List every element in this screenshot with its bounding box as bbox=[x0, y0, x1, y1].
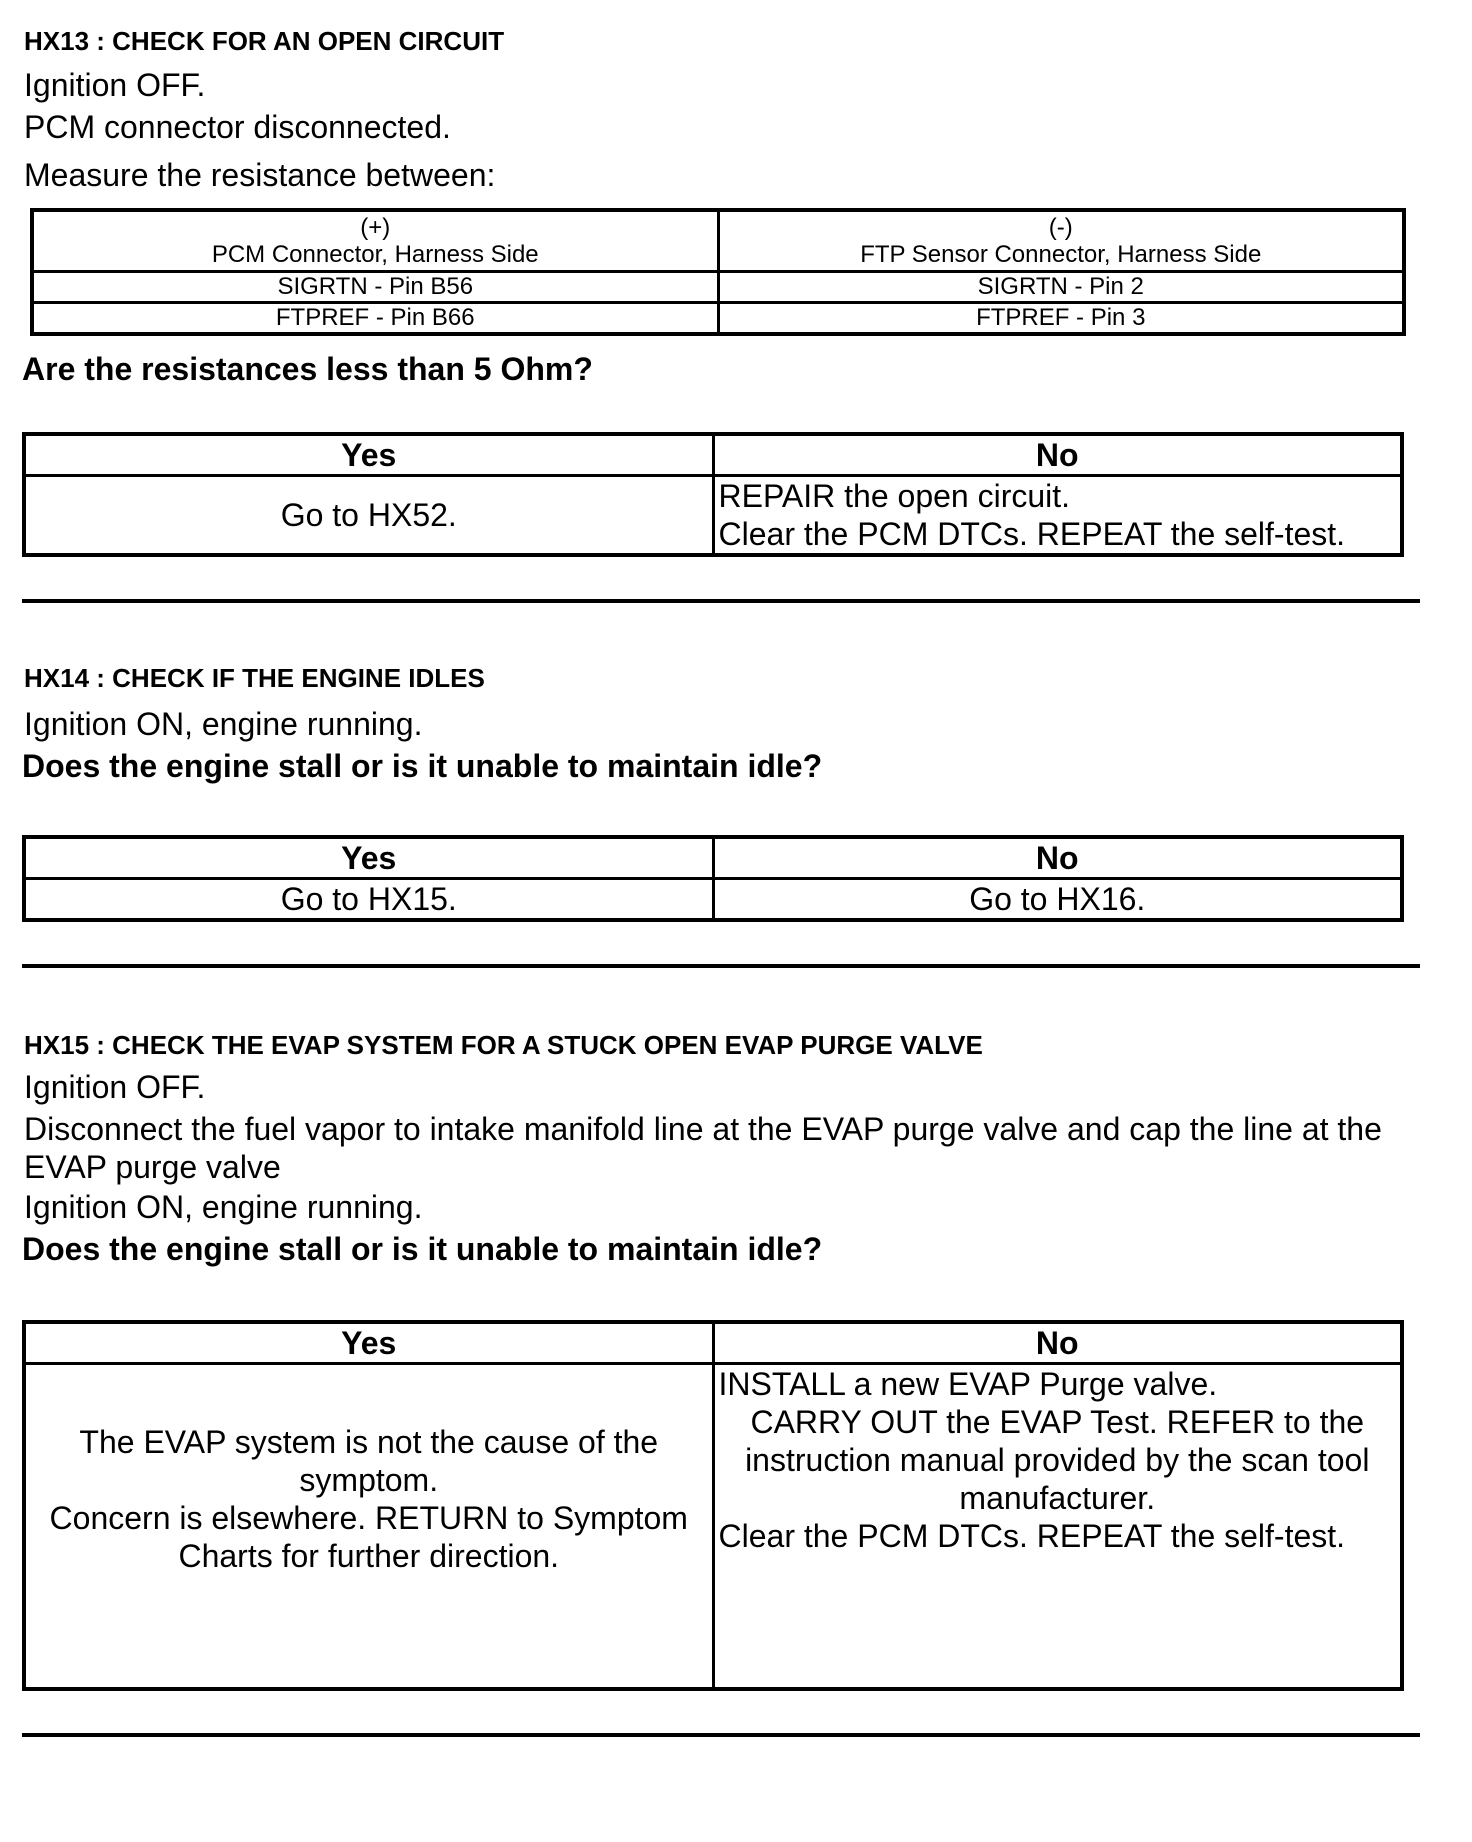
step-title: HX14 : CHECK IF THE ENGINE IDLES bbox=[24, 663, 485, 693]
result-line: INSTALL a new EVAP Purge valve. bbox=[718, 1366, 1218, 1402]
header-label: PCM Connector, Harness Side bbox=[211, 241, 539, 268]
step-hx14 bbox=[22, 661, 1422, 968]
positive-sign: (+) bbox=[360, 214, 391, 241]
yes-result: Go to HX52. bbox=[24, 476, 713, 556]
table-cell: SIGRTN - Pin B56 bbox=[32, 272, 718, 303]
instruction-line: Measure the resistance between: bbox=[24, 157, 496, 193]
table-row bbox=[32, 272, 1404, 303]
no-result: Go to HX16. bbox=[713, 879, 1402, 921]
measurement-header-positive bbox=[32, 210, 718, 272]
header-label: FTP Sensor Connector, Harness Side bbox=[860, 241, 1262, 268]
step-title: HX15 : CHECK THE EVAP SYSTEM FOR A STUCK OPEN EVAP PURGE VALVE bbox=[24, 1030, 983, 1060]
result-line: CARRY OUT the EVAP Test. REFER to the instruction manual provided by the scan tool manufacturer. bbox=[745, 1404, 1370, 1516]
result-line: Clear the PCM DTCs. REPEAT the self-test. bbox=[718, 516, 1346, 552]
instruction-line: Ignition ON, engine running. bbox=[24, 706, 423, 742]
document-page bbox=[22, 24, 1422, 1737]
table-row bbox=[32, 303, 1404, 335]
instruction-line: Ignition ON, engine running. bbox=[24, 1189, 423, 1225]
table-cell: FTPREF - Pin 3 bbox=[718, 303, 1404, 335]
measurement-table bbox=[30, 208, 1406, 336]
yes-header: Yes bbox=[24, 1322, 713, 1364]
no-header: No bbox=[713, 1322, 1402, 1364]
no-result bbox=[713, 1364, 1402, 1690]
section-divider bbox=[22, 964, 1420, 968]
yes-no-table bbox=[22, 835, 1404, 922]
instruction-line: Ignition OFF. bbox=[24, 67, 206, 103]
step-title: HX13 : CHECK FOR AN OPEN CIRCUIT bbox=[24, 26, 505, 56]
no-header: No bbox=[713, 434, 1402, 476]
step-question: Does the engine stall or is it unable to maintain idle? bbox=[22, 1231, 823, 1267]
table-cell: FTPREF - Pin B66 bbox=[32, 303, 718, 335]
instruction-line: Disconnect the fuel vapor to intake manifold line at the EVAP purge valve and cap the line at the EVAP purge valve bbox=[24, 1111, 1382, 1185]
yes-no-table bbox=[22, 1320, 1404, 1691]
yes-header: Yes bbox=[24, 837, 713, 879]
section-divider bbox=[22, 1733, 1420, 1737]
result-line: REPAIR the open circuit. bbox=[718, 478, 1071, 514]
step-hx15 bbox=[22, 1028, 1422, 1737]
no-header: No bbox=[713, 837, 1402, 879]
step-question: Are the resistances less than 5 Ohm? bbox=[22, 351, 593, 387]
result-line: Concern is elsewhere. RETURN to Symptom Charts for further direction. bbox=[49, 1500, 688, 1574]
negative-sign: (-) bbox=[1048, 214, 1073, 241]
step-hx13 bbox=[22, 24, 1422, 603]
yes-result bbox=[24, 1364, 713, 1690]
instruction-line: PCM connector disconnected. bbox=[24, 109, 451, 145]
instruction-line: Ignition OFF. bbox=[24, 1069, 206, 1105]
yes-header: Yes bbox=[24, 434, 713, 476]
result-line: Clear the PCM DTCs. REPEAT the self-test. bbox=[718, 1518, 1346, 1554]
no-result bbox=[713, 476, 1402, 556]
measurement-header-negative bbox=[718, 210, 1404, 272]
section-divider bbox=[22, 599, 1420, 603]
result-line: The EVAP system is not the cause of the symptom. bbox=[79, 1424, 659, 1498]
yes-no-table bbox=[22, 432, 1404, 557]
yes-result: Go to HX15. bbox=[24, 879, 713, 921]
table-cell: SIGRTN - Pin 2 bbox=[718, 272, 1404, 303]
step-question: Does the engine stall or is it unable to maintain idle? bbox=[22, 748, 823, 784]
